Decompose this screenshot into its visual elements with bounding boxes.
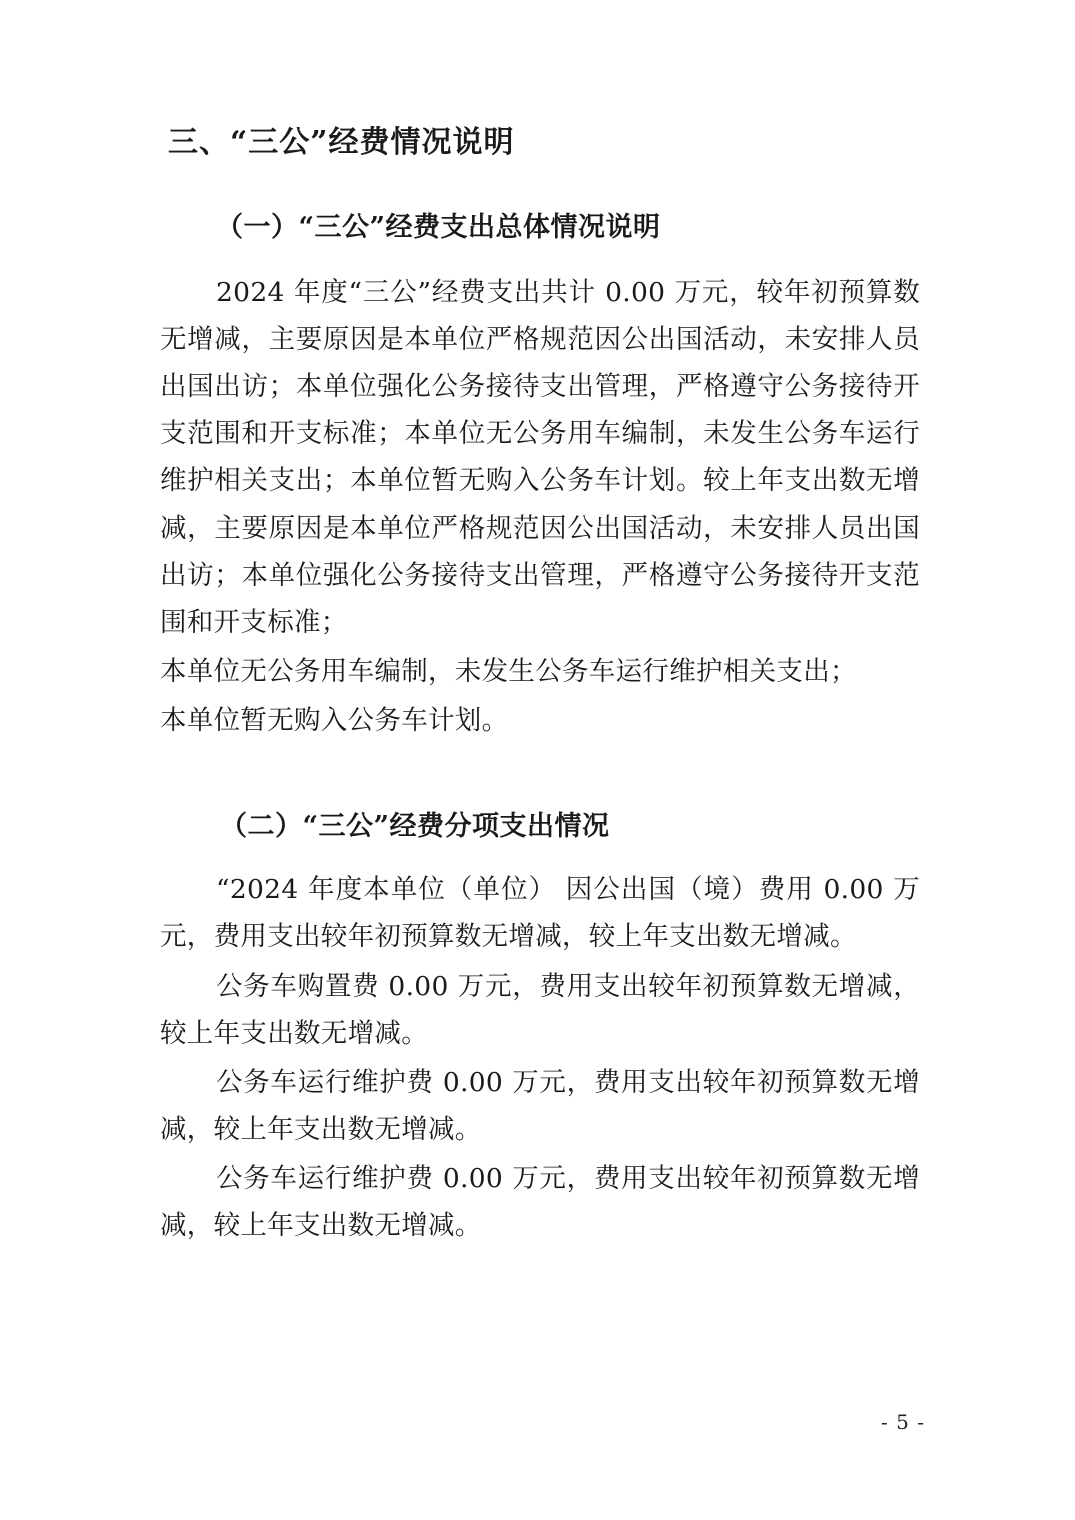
paragraph-overview-vehicle-quota: 本单位无公务用车编制，未发生公务车运行维护相关支出； — [160, 656, 857, 688]
subsection-heading-two: （二）“三公”经费分项支出情况 — [220, 811, 610, 843]
document-body — [160, 120, 920, 1250]
page-number: - 5 - — [881, 1410, 925, 1434]
paragraph-vehicle-maintenance-fee-2: 公务车运行维护费 0.00 万元，费用支出较年初预算数无增减，较上年支出数无增减。 — [160, 1163, 920, 1242]
section-heading: 三、“三公”经费情况说明 — [168, 125, 515, 160]
paragraph-vehicle-maintenance-fee-1: 公务车运行维护费 0.00 万元，费用支出较年初预算数无增减，较上年支出数无增减。 — [160, 1066, 920, 1146]
subsection-heading-one: （一）“三公”经费支出总体情况说明 — [216, 212, 661, 243]
paragraph-overview-vehicle-purchase: 本单位暂无购入公务车计划。 — [160, 705, 509, 737]
paragraph-overseas-travel: “2024 年度本单位（单位） 因公出国（境）费用 0.00 万元，费用支出较年初预算数无增减，较上年支出数无增减。 — [160, 874, 920, 953]
paragraph-vehicle-purchase-fee: 公务车购置费 0.00 万元，费用支出较年初预算数无增减，较上年支出数无增减。 — [160, 970, 920, 1049]
paragraph-overview-main: 2024 年度“三公”经费支出共计 0.00 万元，较年初预算数无增减，主要原因是本单位严格规范因公出国活动，未安排人员出国出访；本单位强化公务接待支出管理，严格遵守公务接待开支范围和开支标准；本单位无公务用车编制，未发生公务车运行维护相关支出；本单位暂无购入公务车计划。较上年支出数无增减，主要原因是本单位严格规范因公出国活动，未安排人员出国出访；本单位强化公务接待支出管理，严格遵守公务接待开支范围和开支标准； — [160, 276, 920, 638]
